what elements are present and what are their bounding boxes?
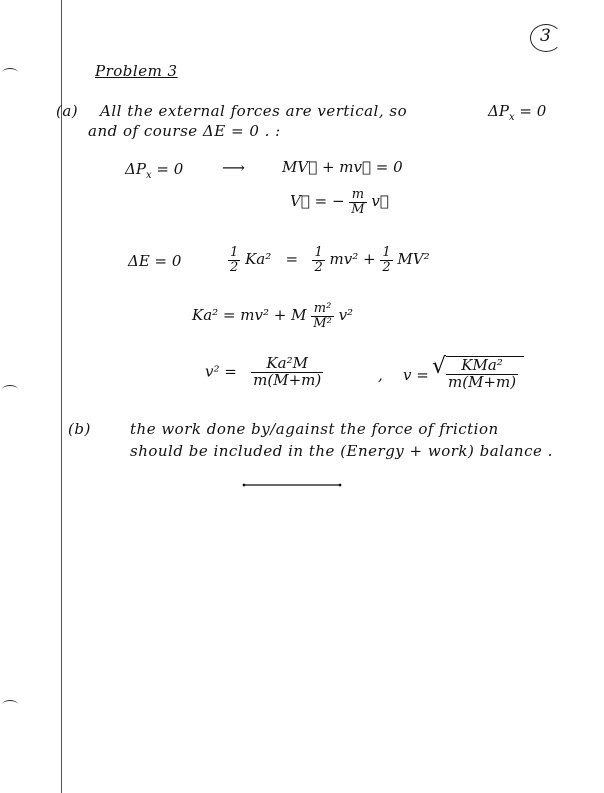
hole-punch-mark xyxy=(2,68,18,77)
sqrt-sign: √ xyxy=(432,354,447,379)
hole-punch-mark xyxy=(2,385,18,394)
momentum-lhs: $\Delta P_x = 0$ xyxy=(125,160,184,181)
part-b-label: (b) xyxy=(68,420,91,438)
end-divider xyxy=(240,480,344,490)
v-fraction: $\frac{\text{KMa²}}{m(M+m)}$ xyxy=(448,356,517,391)
implies-arrow: ⟶ xyxy=(222,158,245,177)
v-lhs: v = xyxy=(403,366,429,384)
energy-equation: $\frac{1}{2}$ Ka² = $\frac{1}{2}$ mv² + $\frac{1}{2}$ MV² xyxy=(230,245,430,275)
v-squared-equation: v² = $\frac{\text{Ka²M}}{m(M+m)}$ xyxy=(205,354,322,389)
problem-title: Problem 3 xyxy=(95,62,178,80)
velocity-equation: V⃗ = − $\frac{m}{M}$ v⃗ xyxy=(290,187,389,217)
page-number: 3 xyxy=(540,26,551,46)
comma: , xyxy=(378,366,383,384)
momentum-equation: MV⃗ + mv⃗ = 0 xyxy=(282,158,403,176)
energy-lhs: ΔE = 0 xyxy=(128,252,182,270)
part-a-line1-equation: $\Delta P_x = 0$ xyxy=(488,102,547,123)
hole-punch-mark xyxy=(2,700,18,709)
part-b-line1: the work done by/against the force of friction xyxy=(130,420,499,438)
part-a-line2: and of course ΔE = 0 . : xyxy=(88,122,281,140)
part-a-label: (a) xyxy=(56,102,79,120)
ka-equation: Ka² = mv² + M $\frac{\text{m²}}{\text{M²}}$ v² xyxy=(192,301,354,331)
part-b-line2: should be included in the (Energy + work) balance . xyxy=(130,442,553,460)
part-a-line1: All the external forces are vertical, so xyxy=(100,102,408,120)
